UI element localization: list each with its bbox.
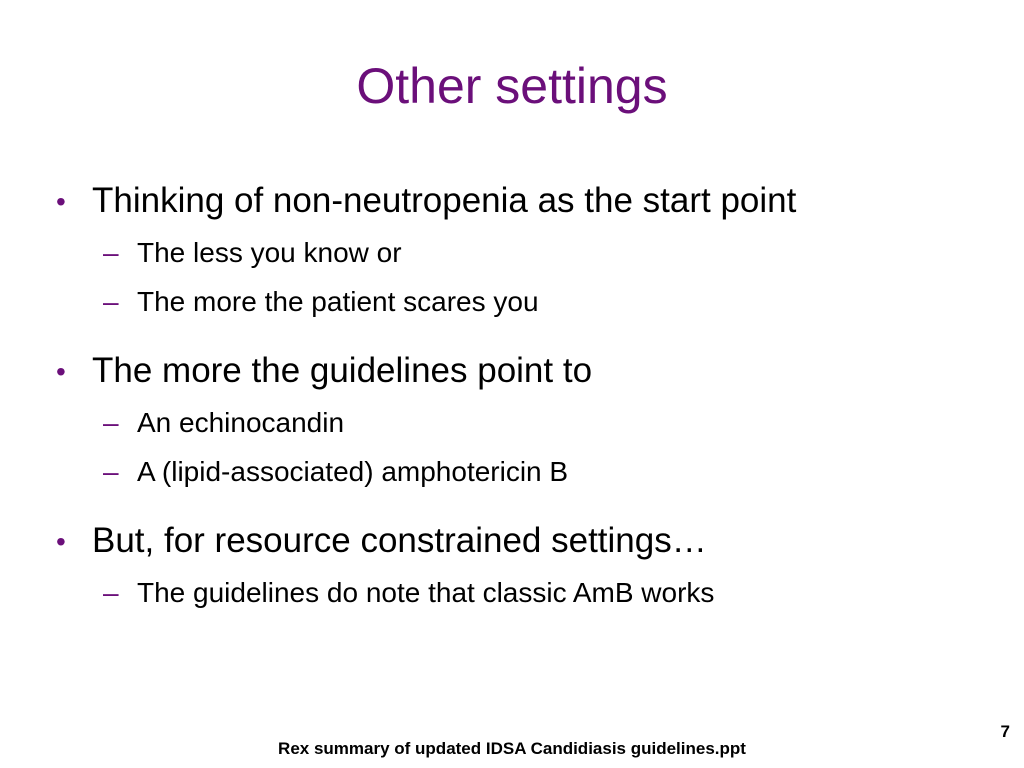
sub-bullet-text: The more the patient scares you [137, 286, 539, 317]
dash-marker: – [103, 456, 119, 487]
sub-bullet-text: The less you know or [137, 237, 402, 268]
bullet-text: But, for resource constrained settings… [92, 521, 707, 560]
slide-footer: Rex summary of updated IDSA Candidiasis guidelines.ppt [278, 739, 746, 758]
bullet-text: Thinking of non-neutropenia as the start point [92, 181, 797, 220]
dash-marker: – [103, 577, 119, 608]
sub-bullet-text: An echinocandin [137, 407, 345, 438]
dash-marker: – [103, 407, 119, 438]
sub-bullet-text: A (lipid-associated) amphotericin B [137, 456, 569, 487]
slide-title: Other settings [356, 58, 668, 114]
dash-marker: – [103, 237, 119, 268]
bullet-marker: • [56, 526, 66, 557]
page-number: 7 [1000, 722, 1010, 741]
bullet-marker: • [56, 186, 66, 217]
bullet-marker: • [56, 356, 66, 387]
bullet-text: The more the guidelines point to [92, 351, 593, 390]
dash-marker: – [103, 286, 119, 317]
sub-bullet-text: The guidelines do note that classic AmB works [137, 577, 715, 608]
